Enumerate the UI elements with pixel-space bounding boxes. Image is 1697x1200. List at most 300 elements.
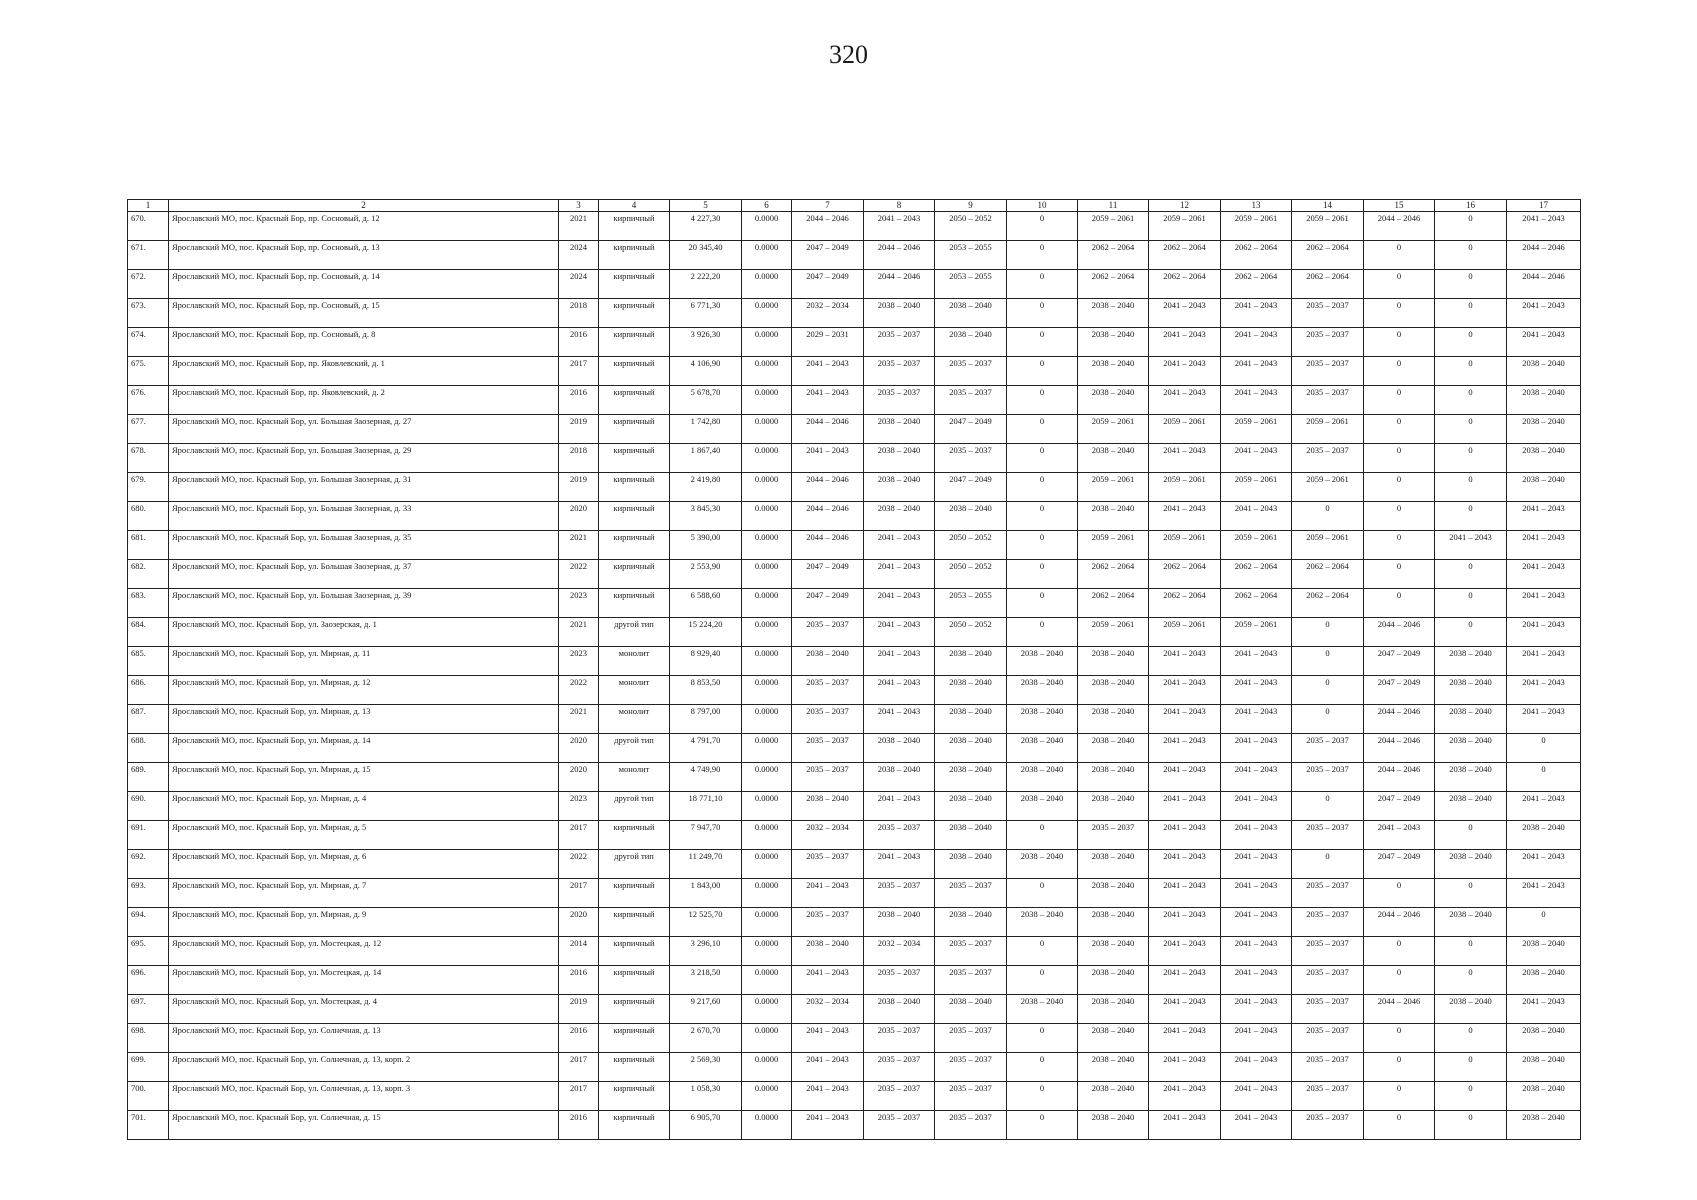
period-cell: 2062 – 2064 <box>1078 241 1149 270</box>
rate-cell: 0.0000 <box>742 937 792 966</box>
period-cell: 2038 – 2040 <box>1078 502 1149 531</box>
period-cell: 2059 – 2061 <box>1221 415 1292 444</box>
period-cell: 2035 – 2037 <box>935 966 1007 995</box>
row-number: 697. <box>128 995 169 1024</box>
period-cell: 2041 – 2043 <box>792 357 864 386</box>
period-cell: 2041 – 2043 <box>864 792 935 821</box>
year-cell: 2017 <box>559 821 599 850</box>
period-cell: 2050 – 2052 <box>935 618 1007 647</box>
period-cell: 0 <box>1007 821 1078 850</box>
year-cell: 2017 <box>559 879 599 908</box>
period-cell: 2041 – 2043 <box>1149 995 1221 1024</box>
period-cell: 0 <box>1435 937 1507 966</box>
rate-cell: 0.0000 <box>742 1111 792 1140</box>
area-cell: 4 791,70 <box>670 734 742 763</box>
wall-material: кирпичный <box>599 270 670 299</box>
period-cell: 0 <box>1435 386 1507 415</box>
address: Ярославский МО, пос. Красный Бор, пр. Сосновый, д. 15 <box>169 299 559 328</box>
period-cell: 2041 – 2043 <box>792 966 864 995</box>
period-cell: 0 <box>1007 589 1078 618</box>
period-cell: 2041 – 2043 <box>1221 328 1292 357</box>
period-cell: 2062 – 2064 <box>1149 270 1221 299</box>
period-cell: 0 <box>1364 531 1435 560</box>
wall-material: кирпичный <box>599 1082 670 1111</box>
period-cell: 2035 – 2037 <box>864 1053 935 1082</box>
period-cell: 2035 – 2037 <box>1292 357 1364 386</box>
period-cell: 2041 – 2043 <box>864 618 935 647</box>
address: Ярославский МО, пос. Красный Бор, ул. Большая Заозерная, д. 39 <box>169 589 559 618</box>
period-cell: 2038 – 2040 <box>1078 386 1149 415</box>
period-cell: 2059 – 2061 <box>1149 531 1221 560</box>
period-cell: 0 <box>1435 473 1507 502</box>
column-header: 15 <box>1364 200 1435 212</box>
period-cell: 2047 – 2049 <box>935 473 1007 502</box>
address: Ярославский МО, пос. Красный Бор, ул. Большая Заозерная, д. 31 <box>169 473 559 502</box>
wall-material: монолит <box>599 705 670 734</box>
period-cell: 2041 – 2043 <box>1149 1082 1221 1111</box>
period-cell: 2038 – 2040 <box>1507 1082 1581 1111</box>
rate-cell: 0.0000 <box>742 357 792 386</box>
area-cell: 3 296,10 <box>670 937 742 966</box>
period-cell: 0 <box>1292 502 1364 531</box>
year-cell: 2021 <box>559 531 599 560</box>
period-cell: 2038 – 2040 <box>1078 850 1149 879</box>
period-cell: 2041 – 2043 <box>1507 618 1581 647</box>
address: Ярославский МО, пос. Красный Бор, пр. Сосновый, д. 13 <box>169 241 559 270</box>
period-cell: 0 <box>1292 676 1364 705</box>
address: Ярославский МО, пос. Красный Бор, ул. Мирная, д. 11 <box>169 647 559 676</box>
period-cell: 2047 – 2049 <box>1364 850 1435 879</box>
row-number: 678. <box>128 444 169 473</box>
address: Ярославский МО, пос. Красный Бор, ул. Мирная, д. 9 <box>169 908 559 937</box>
period-cell: 2035 – 2037 <box>792 734 864 763</box>
period-cell: 0 <box>1435 415 1507 444</box>
column-header: 8 <box>864 200 935 212</box>
area-cell: 20 345,40 <box>670 241 742 270</box>
period-cell: 2035 – 2037 <box>792 850 864 879</box>
period-cell: 2044 – 2046 <box>792 212 864 241</box>
table-row <box>128 328 1581 357</box>
period-cell: 0 <box>1007 241 1078 270</box>
area-cell: 12 525,70 <box>670 908 742 937</box>
table-row <box>128 473 1581 502</box>
year-cell: 2020 <box>559 763 599 792</box>
row-number: 700. <box>128 1082 169 1111</box>
period-cell: 2038 – 2040 <box>935 328 1007 357</box>
period-cell: 2041 – 2043 <box>1149 328 1221 357</box>
period-cell: 2041 – 2043 <box>1149 444 1221 473</box>
period-cell: 0 <box>1007 531 1078 560</box>
column-header: 13 <box>1221 200 1292 212</box>
period-cell: 2062 – 2064 <box>1292 560 1364 589</box>
area-cell: 5 390,00 <box>670 531 742 560</box>
period-cell: 2041 – 2043 <box>1507 676 1581 705</box>
period-cell: 2038 – 2040 <box>1007 676 1078 705</box>
period-cell: 2038 – 2040 <box>864 299 935 328</box>
period-cell: 2041 – 2043 <box>1221 705 1292 734</box>
address: Ярославский МО, пос. Красный Бор, ул. Мирная, д. 13 <box>169 705 559 734</box>
column-header: 1 <box>128 200 169 212</box>
period-cell: 2038 – 2040 <box>935 299 1007 328</box>
address: Ярославский МО, пос. Красный Бор, ул. Мирная, д. 12 <box>169 676 559 705</box>
address: Ярославский МО, пос. Красный Бор, ул. Большая Заозерная, д. 37 <box>169 560 559 589</box>
address: Ярославский МО, пос. Красный Бор, ул. Мирная, д. 7 <box>169 879 559 908</box>
period-cell: 2032 – 2034 <box>792 995 864 1024</box>
table-row <box>128 1024 1581 1053</box>
address: Ярославский МО, пос. Красный Бор, ул. Заозерская, д. 1 <box>169 618 559 647</box>
area-cell: 3 218,50 <box>670 966 742 995</box>
wall-material: кирпичный <box>599 560 670 589</box>
period-cell: 2038 – 2040 <box>935 647 1007 676</box>
period-cell: 2038 – 2040 <box>1435 995 1507 1024</box>
period-cell: 2035 – 2037 <box>1292 879 1364 908</box>
year-cell: 2024 <box>559 241 599 270</box>
table-row <box>128 386 1581 415</box>
period-cell: 0 <box>1364 415 1435 444</box>
period-cell: 2041 – 2043 <box>864 212 935 241</box>
period-cell: 2038 – 2040 <box>935 705 1007 734</box>
period-cell: 2062 – 2064 <box>1221 589 1292 618</box>
period-cell: 2041 – 2043 <box>1507 502 1581 531</box>
period-cell: 2038 – 2040 <box>1435 792 1507 821</box>
period-cell: 2041 – 2043 <box>1149 705 1221 734</box>
wall-material: кирпичный <box>599 821 670 850</box>
wall-material: другой тип <box>599 734 670 763</box>
address: Ярославский МО, пос. Красный Бор, пр. Яковлевский, д. 1 <box>169 357 559 386</box>
period-cell: 2038 – 2040 <box>1007 908 1078 937</box>
rate-cell: 0.0000 <box>742 1053 792 1082</box>
period-cell: 0 <box>1364 386 1435 415</box>
column-header: 5 <box>670 200 742 212</box>
period-cell: 2059 – 2061 <box>1149 415 1221 444</box>
period-cell: 2041 – 2043 <box>1221 792 1292 821</box>
period-cell: 2038 – 2040 <box>1078 444 1149 473</box>
period-cell: 2041 – 2043 <box>1221 850 1292 879</box>
period-cell: 2035 – 2037 <box>864 357 935 386</box>
period-cell: 2038 – 2040 <box>1007 763 1078 792</box>
period-cell: 2041 – 2043 <box>1221 299 1292 328</box>
area-cell: 1 843,00 <box>670 879 742 908</box>
area-cell: 18 771,10 <box>670 792 742 821</box>
period-cell: 0 <box>1435 821 1507 850</box>
period-cell: 2038 – 2040 <box>935 502 1007 531</box>
period-cell: 2044 – 2046 <box>1364 734 1435 763</box>
period-cell: 0 <box>1364 299 1435 328</box>
period-cell: 2038 – 2040 <box>1507 357 1581 386</box>
period-cell: 2041 – 2043 <box>1221 647 1292 676</box>
period-cell: 2062 – 2064 <box>1292 589 1364 618</box>
area-cell: 1 867,40 <box>670 444 742 473</box>
table-row <box>128 560 1581 589</box>
period-cell: 2041 – 2043 <box>1149 357 1221 386</box>
period-cell: 2041 – 2043 <box>1507 328 1581 357</box>
period-cell: 0 <box>1364 270 1435 299</box>
period-cell: 0 <box>1007 357 1078 386</box>
table-row <box>128 705 1581 734</box>
period-cell: 2038 – 2040 <box>1078 676 1149 705</box>
table-row <box>128 647 1581 676</box>
period-cell: 0 <box>1292 850 1364 879</box>
rate-cell: 0.0000 <box>742 415 792 444</box>
period-cell: 2059 – 2061 <box>1292 531 1364 560</box>
area-cell: 4 749,90 <box>670 763 742 792</box>
period-cell: 2032 – 2034 <box>864 937 935 966</box>
period-cell: 2038 – 2040 <box>1007 734 1078 763</box>
year-cell: 2023 <box>559 589 599 618</box>
area-cell: 6 588,60 <box>670 589 742 618</box>
wall-material: кирпичный <box>599 241 670 270</box>
period-cell: 2047 – 2049 <box>1364 647 1435 676</box>
period-cell: 2035 – 2037 <box>792 618 864 647</box>
table-row <box>128 241 1581 270</box>
period-cell: 2038 – 2040 <box>864 734 935 763</box>
address: Ярославский МО, пос. Красный Бор, пр. Сосновый, д. 8 <box>169 328 559 357</box>
period-cell: 2047 – 2049 <box>792 589 864 618</box>
row-number: 698. <box>128 1024 169 1053</box>
table-row <box>128 618 1581 647</box>
period-cell: 2062 – 2064 <box>1149 241 1221 270</box>
period-cell: 0 <box>1364 966 1435 995</box>
period-cell: 0 <box>1007 879 1078 908</box>
area-cell: 3 845,30 <box>670 502 742 531</box>
row-number: 693. <box>128 879 169 908</box>
address: Ярославский МО, пос. Красный Бор, ул. Солнечная, д. 15 <box>169 1111 559 1140</box>
period-cell: 2062 – 2064 <box>1292 241 1364 270</box>
period-cell: 2038 – 2040 <box>1507 1111 1581 1140</box>
period-cell: 2041 – 2043 <box>1149 386 1221 415</box>
period-cell: 0 <box>1507 734 1581 763</box>
period-cell: 0 <box>1007 299 1078 328</box>
area-cell: 2 553,90 <box>670 560 742 589</box>
wall-material: кирпичный <box>599 444 670 473</box>
period-cell: 2059 – 2061 <box>1292 415 1364 444</box>
period-cell: 2062 – 2064 <box>1078 589 1149 618</box>
wall-material: кирпичный <box>599 995 670 1024</box>
wall-material: кирпичный <box>599 531 670 560</box>
rate-cell: 0.0000 <box>742 879 792 908</box>
period-cell: 0 <box>1435 1082 1507 1111</box>
period-cell: 2041 – 2043 <box>1435 531 1507 560</box>
period-cell: 2062 – 2064 <box>1221 270 1292 299</box>
address: Ярославский МО, пос. Красный Бор, ул. Большая Заозерная, д. 35 <box>169 531 559 560</box>
period-cell: 0 <box>1435 299 1507 328</box>
period-cell: 2041 – 2043 <box>1221 966 1292 995</box>
period-cell: 2038 – 2040 <box>1078 299 1149 328</box>
table-row <box>128 212 1581 241</box>
period-cell: 2041 – 2043 <box>1221 821 1292 850</box>
year-cell: 2019 <box>559 415 599 444</box>
row-number: 694. <box>128 908 169 937</box>
period-cell: 2041 – 2043 <box>1507 212 1581 241</box>
period-cell: 0 <box>1364 1053 1435 1082</box>
period-cell: 2035 – 2037 <box>792 908 864 937</box>
rate-cell: 0.0000 <box>742 995 792 1024</box>
column-header: 10 <box>1007 200 1078 212</box>
row-number: 701. <box>128 1111 169 1140</box>
rate-cell: 0.0000 <box>742 299 792 328</box>
period-cell: 2041 – 2043 <box>1149 966 1221 995</box>
year-cell: 2023 <box>559 647 599 676</box>
period-cell: 0 <box>1007 618 1078 647</box>
row-number: 674. <box>128 328 169 357</box>
period-cell: 0 <box>1007 212 1078 241</box>
period-cell: 0 <box>1364 1024 1435 1053</box>
period-cell: 2044 – 2046 <box>864 241 935 270</box>
period-cell: 2041 – 2043 <box>1507 879 1581 908</box>
period-cell: 2038 – 2040 <box>1435 734 1507 763</box>
period-cell: 2035 – 2037 <box>1292 1111 1364 1140</box>
address: Ярославский МО, пос. Красный Бор, ул. Мостецкая, д. 12 <box>169 937 559 966</box>
year-cell: 2021 <box>559 705 599 734</box>
period-cell: 2032 – 2034 <box>792 821 864 850</box>
wall-material: кирпичный <box>599 908 670 937</box>
year-cell: 2020 <box>559 502 599 531</box>
area-cell: 2 670,70 <box>670 1024 742 1053</box>
period-cell: 0 <box>1007 502 1078 531</box>
period-cell: 2038 – 2040 <box>1507 1053 1581 1082</box>
period-cell: 0 <box>1007 270 1078 299</box>
period-cell: 2059 – 2061 <box>1078 473 1149 502</box>
wall-material: кирпичный <box>599 589 670 618</box>
period-cell: 0 <box>1364 241 1435 270</box>
period-cell: 2038 – 2040 <box>935 792 1007 821</box>
period-cell: 2041 – 2043 <box>792 386 864 415</box>
year-cell: 2014 <box>559 937 599 966</box>
period-cell: 0 <box>1435 879 1507 908</box>
period-cell: 2038 – 2040 <box>1078 705 1149 734</box>
period-cell: 0 <box>1435 212 1507 241</box>
period-cell: 2059 – 2061 <box>1149 212 1221 241</box>
wall-material: кирпичный <box>599 502 670 531</box>
period-cell: 0 <box>1364 502 1435 531</box>
period-cell: 0 <box>1364 1082 1435 1111</box>
year-cell: 2018 <box>559 299 599 328</box>
period-cell: 2059 – 2061 <box>1078 531 1149 560</box>
address: Ярославский МО, пос. Красный Бор, ул. Мирная, д. 4 <box>169 792 559 821</box>
address: Ярославский МО, пос. Красный Бор, ул. Мостецкая, д. 4 <box>169 995 559 1024</box>
period-cell: 2041 – 2043 <box>1149 850 1221 879</box>
area-cell: 11 249,70 <box>670 850 742 879</box>
year-cell: 2016 <box>559 386 599 415</box>
period-cell: 2044 – 2046 <box>792 502 864 531</box>
table-row <box>128 415 1581 444</box>
period-cell: 2059 – 2061 <box>1221 212 1292 241</box>
period-cell: 2038 – 2040 <box>864 908 935 937</box>
period-cell: 2041 – 2043 <box>1221 937 1292 966</box>
period-cell: 2035 – 2037 <box>864 879 935 908</box>
year-cell: 2016 <box>559 1111 599 1140</box>
rate-cell: 0.0000 <box>742 705 792 734</box>
period-cell: 0 <box>1292 792 1364 821</box>
period-cell: 2035 – 2037 <box>935 386 1007 415</box>
period-cell: 0 <box>1292 647 1364 676</box>
wall-material: кирпичный <box>599 212 670 241</box>
rate-cell: 0.0000 <box>742 1082 792 1111</box>
period-cell: 2041 – 2043 <box>864 560 935 589</box>
row-number: 687. <box>128 705 169 734</box>
period-cell: 2038 – 2040 <box>935 734 1007 763</box>
period-cell: 0 <box>1435 1053 1507 1082</box>
wall-material: кирпичный <box>599 966 670 995</box>
wall-material: кирпичный <box>599 473 670 502</box>
period-cell: 2041 – 2043 <box>1507 299 1581 328</box>
period-cell: 2035 – 2037 <box>864 966 935 995</box>
period-cell: 0 <box>1507 763 1581 792</box>
period-cell: 2038 – 2040 <box>935 676 1007 705</box>
period-cell: 0 <box>1007 966 1078 995</box>
period-cell: 2041 – 2043 <box>1149 299 1221 328</box>
period-cell: 2044 – 2046 <box>1364 995 1435 1024</box>
period-cell: 2035 – 2037 <box>1292 299 1364 328</box>
rate-cell: 0.0000 <box>742 647 792 676</box>
period-cell: 2038 – 2040 <box>1435 908 1507 937</box>
year-cell: 2017 <box>559 1082 599 1111</box>
area-cell: 9 217,60 <box>670 995 742 1024</box>
period-cell: 0 <box>1292 705 1364 734</box>
period-cell: 2047 – 2049 <box>1364 792 1435 821</box>
period-cell: 0 <box>1292 618 1364 647</box>
table-row <box>128 270 1581 299</box>
period-cell: 2041 – 2043 <box>1149 879 1221 908</box>
period-cell: 2035 – 2037 <box>935 1082 1007 1111</box>
period-cell: 2041 – 2043 <box>1149 821 1221 850</box>
period-cell: 2041 – 2043 <box>1149 502 1221 531</box>
year-cell: 2018 <box>559 444 599 473</box>
wall-material: другой тип <box>599 850 670 879</box>
period-cell: 2059 – 2061 <box>1221 531 1292 560</box>
table-row <box>128 850 1581 879</box>
period-cell: 2041 – 2043 <box>792 1053 864 1082</box>
period-cell: 2047 – 2049 <box>935 415 1007 444</box>
period-cell: 0 <box>1364 879 1435 908</box>
period-cell: 2041 – 2043 <box>1149 647 1221 676</box>
period-cell: 0 <box>1364 560 1435 589</box>
period-cell: 2044 – 2046 <box>864 270 935 299</box>
period-cell: 2041 – 2043 <box>1507 850 1581 879</box>
housing-register-table <box>127 199 1581 1140</box>
rate-cell: 0.0000 <box>742 792 792 821</box>
period-cell: 2035 – 2037 <box>935 1053 1007 1082</box>
period-cell: 2041 – 2043 <box>1221 763 1292 792</box>
period-cell: 2038 – 2040 <box>1007 850 1078 879</box>
rate-cell: 0.0000 <box>742 560 792 589</box>
period-cell: 2059 – 2061 <box>1149 473 1221 502</box>
period-cell: 2041 – 2043 <box>1149 734 1221 763</box>
period-cell: 2059 – 2061 <box>1149 618 1221 647</box>
period-cell: 0 <box>1007 1111 1078 1140</box>
period-cell: 2038 – 2040 <box>935 995 1007 1024</box>
year-cell: 2021 <box>559 212 599 241</box>
row-number: 682. <box>128 560 169 589</box>
column-header: 17 <box>1507 200 1581 212</box>
period-cell: 2038 – 2040 <box>1078 357 1149 386</box>
rate-cell: 0.0000 <box>742 386 792 415</box>
period-cell: 2035 – 2037 <box>864 386 935 415</box>
period-cell: 2053 – 2055 <box>935 270 1007 299</box>
period-cell: 2050 – 2052 <box>935 212 1007 241</box>
period-cell: 2041 – 2043 <box>1221 386 1292 415</box>
period-cell: 2035 – 2037 <box>792 676 864 705</box>
row-number: 677. <box>128 415 169 444</box>
period-cell: 2050 – 2052 <box>935 531 1007 560</box>
period-cell: 2050 – 2052 <box>935 560 1007 589</box>
period-cell: 2035 – 2037 <box>1292 734 1364 763</box>
period-cell: 2035 – 2037 <box>1292 1024 1364 1053</box>
period-cell: 0 <box>1007 444 1078 473</box>
period-cell: 2041 – 2043 <box>1364 821 1435 850</box>
period-cell: 2041 – 2043 <box>1507 792 1581 821</box>
period-cell: 2059 – 2061 <box>1292 473 1364 502</box>
